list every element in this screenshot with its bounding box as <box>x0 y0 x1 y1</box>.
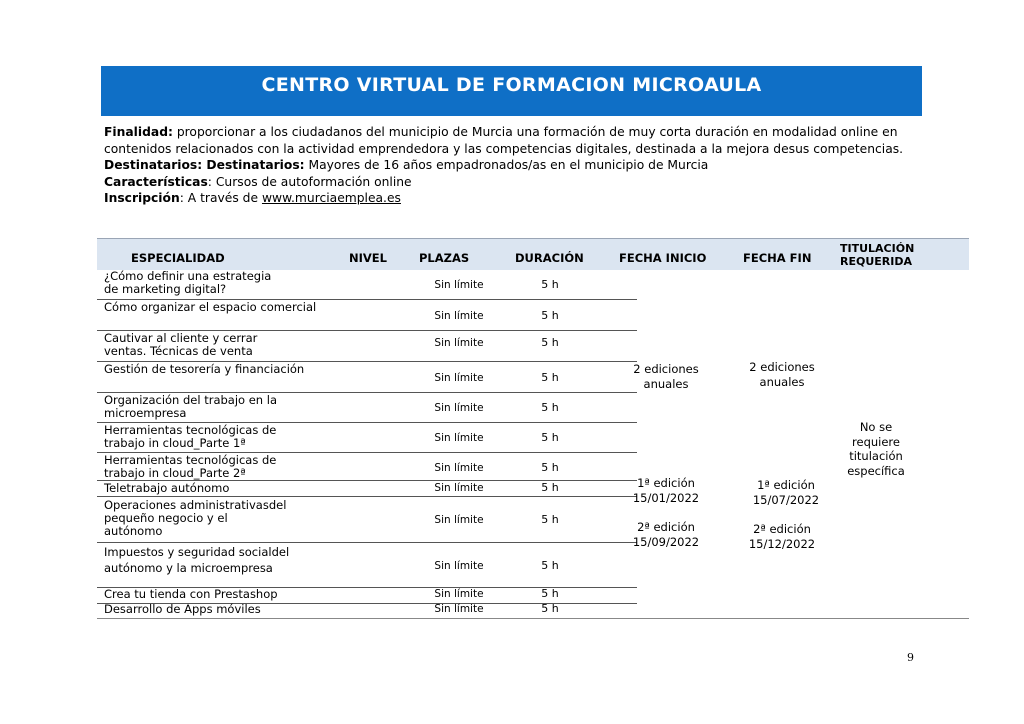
fecha-fin-ed2-label: 2ª edición <box>753 522 811 536</box>
inscripcion-label: Inscripción <box>104 191 180 205</box>
especialidad-line: Teletrabajo autónomo <box>104 481 230 495</box>
row-duracion: 5 h <box>541 481 559 494</box>
row-plazas: Sin límite <box>434 588 484 600</box>
especialidad-line: autónomo <box>104 524 163 538</box>
table-row <box>97 453 637 481</box>
table-row <box>97 393 637 423</box>
row-especialidad <box>104 588 278 601</box>
fecha-inicio-ed2 <box>618 520 714 549</box>
table-row <box>97 269 637 300</box>
inscripcion-paragraph <box>104 190 964 207</box>
fecha-fin-ediciones <box>737 360 827 389</box>
fecha-fin-ediciones-line: anuales <box>759 374 805 389</box>
especialidad-line: pequeño negocio y el <box>104 511 228 525</box>
fecha-fin-ed1-date: 15/07/2022 <box>752 492 820 507</box>
fecha-inicio-ediciones <box>622 362 710 391</box>
table-header <box>97 238 969 270</box>
table-row <box>97 543 637 588</box>
row-duracion: 5 h <box>541 513 559 526</box>
inscripcion-text: : A través de <box>179 191 262 205</box>
header-titulacion-line2: REQUERIDA <box>840 255 912 268</box>
destinatarios-text: Mayores de 16 años empadronados/as en el municipio de Murcia <box>304 158 709 172</box>
fecha-fin-ed2-date: 15/12/2022 <box>748 536 816 551</box>
fecha-fin-ed1 <box>738 478 834 507</box>
row-plazas: Sin límite <box>434 337 484 349</box>
page-number: 9 <box>907 651 914 664</box>
row-plazas: Sin límite <box>434 514 484 526</box>
caracteristicas-label: Características <box>104 174 208 189</box>
finalidad-paragraph <box>104 124 964 157</box>
row-plazas: Sin límite <box>434 560 484 572</box>
fecha-inicio-ediciones-line: anuales <box>643 376 689 391</box>
row-plazas: Sin límite <box>434 402 484 414</box>
especialidad-line: Desarrollo de Apps móviles <box>104 602 261 616</box>
especialidad-line: Cómo organizar el espacio comercial <box>104 300 317 314</box>
especialidad-line: ventas. Técnicas de venta <box>104 344 253 358</box>
row-especialidad <box>104 454 276 480</box>
row-duracion: 5 h <box>541 602 559 615</box>
header-fecha-fin: FECHA FIN <box>743 251 812 265</box>
row-duracion: 5 h <box>541 309 559 322</box>
row-plazas: Sin límite <box>434 279 484 291</box>
murciaemplea-link[interactable]: www.murciaemplea.es <box>261 191 401 205</box>
titulacion-line: No se <box>859 420 893 434</box>
fecha-inicio-ed1-label: 1ª edición <box>637 476 695 490</box>
especialidad-line: ¿Cómo definir una estrategia <box>104 269 272 283</box>
row-especialidad <box>104 482 229 495</box>
table-row <box>97 604 637 618</box>
page-title: CENTRO VIRTUAL DE FORMACION MICROAULA <box>101 66 922 116</box>
row-duracion: 5 h <box>541 431 559 444</box>
row-especialidad <box>104 544 289 576</box>
row-plazas: Sin límite <box>434 310 484 322</box>
especialidad-line: Impuestos y seguridad socialdel <box>104 545 290 559</box>
row-duracion: 5 h <box>541 278 559 291</box>
header-titulacion <box>840 242 914 268</box>
table-row <box>97 423 637 453</box>
finalidad-text: proporcionar a los ciudadanos del municipio de Murcia una formación de muy corta duración en modalidad online en contenidos relacionados con la actividad emprendedora y las competencias digitales, destinada a la mejora desus competencias. <box>104 125 904 156</box>
row-especialidad <box>104 424 276 450</box>
fecha-inicio-ed2-date: 15/09/2022 <box>632 534 700 549</box>
row-especialidad <box>104 394 277 420</box>
row-duracion: 5 h <box>541 559 559 572</box>
fecha-inicio-ed1-date: 15/01/2022 <box>632 490 700 505</box>
especialidad-line: microempresa <box>104 406 187 420</box>
titulacion-requerida <box>836 420 916 478</box>
row-especialidad <box>104 301 316 314</box>
destinatarios-label: Destinatarios: Destinatarios: <box>104 158 305 172</box>
titulacion-line: titulación <box>849 449 903 463</box>
especialidad-line: trabajo in cloud_Parte 1ª <box>104 436 246 450</box>
fecha-inicio-ed1 <box>618 476 714 505</box>
row-especialidad <box>104 499 286 538</box>
row-duracion: 5 h <box>541 401 559 414</box>
row-especialidad <box>104 363 304 376</box>
destinatarios-paragraph <box>104 157 964 174</box>
table-row <box>97 362 637 393</box>
especialidad-line: Herramientas tecnológicas de <box>104 453 277 467</box>
table-row <box>97 300 637 331</box>
fecha-fin-ed1-label: 1ª edición <box>757 478 815 492</box>
especialidad-line: de marketing digital? <box>104 282 227 296</box>
fecha-fin-ed2 <box>734 522 830 551</box>
fecha-inicio-ediciones-line: 2 ediciones <box>633 362 699 376</box>
row-plazas: Sin límite <box>434 603 484 615</box>
especialidad-line: autónomo y la microempresa <box>104 561 273 575</box>
fecha-inicio-ed2-label: 2ª edición <box>637 520 695 534</box>
row-plazas: Sin límite <box>434 372 484 384</box>
row-duracion: 5 h <box>541 587 559 600</box>
header-nivel: NIVEL <box>349 251 387 265</box>
table-row <box>97 331 637 362</box>
table-row <box>97 497 637 543</box>
row-plazas: Sin límite <box>434 482 484 494</box>
row-duracion: 5 h <box>541 336 559 349</box>
titulacion-line: requiere <box>852 434 900 449</box>
table-bottom-border <box>97 618 969 619</box>
table-row <box>97 481 637 497</box>
row-especialidad <box>104 332 257 358</box>
row-plazas: Sin límite <box>434 432 484 444</box>
intro-block <box>104 124 964 207</box>
row-duracion: 5 h <box>541 371 559 384</box>
especialidad-line: trabajo in cloud_Parte 2ª <box>104 466 246 480</box>
especialidad-line: Herramientas tecnológicas de <box>104 423 277 437</box>
row-plazas: Sin límite <box>434 462 484 474</box>
header-especialidad: ESPECIALIDAD <box>131 251 225 265</box>
row-especialidad <box>104 270 271 296</box>
header-plazas: PLAZAS <box>419 251 470 265</box>
row-especialidad <box>104 603 261 616</box>
header-fecha-inicio: FECHA INICIO <box>619 251 707 265</box>
finalidad-label: Finalidad: <box>104 125 173 139</box>
caracteristicas-paragraph <box>104 174 964 191</box>
titulacion-line: específica <box>847 463 905 478</box>
especialidad-line: Cautivar al cliente y cerrar <box>104 331 258 345</box>
especialidad-line: Gestión de tesorería y financiación <box>104 362 305 376</box>
row-duracion: 5 h <box>541 461 559 474</box>
especialidad-line: Crea tu tienda con Prestashop <box>104 587 278 601</box>
especialidad-line: Operaciones administrativasdel <box>104 498 287 512</box>
especialidad-line: Organización del trabajo en la <box>104 393 277 407</box>
fecha-fin-ediciones-line: 2 ediciones <box>749 360 815 374</box>
header-duracion: DURACIÓN <box>515 251 584 265</box>
caracteristicas-text: : Cursos de autoformación online <box>207 174 412 189</box>
header-titulacion-line1: TITULACIÓN <box>840 242 915 255</box>
